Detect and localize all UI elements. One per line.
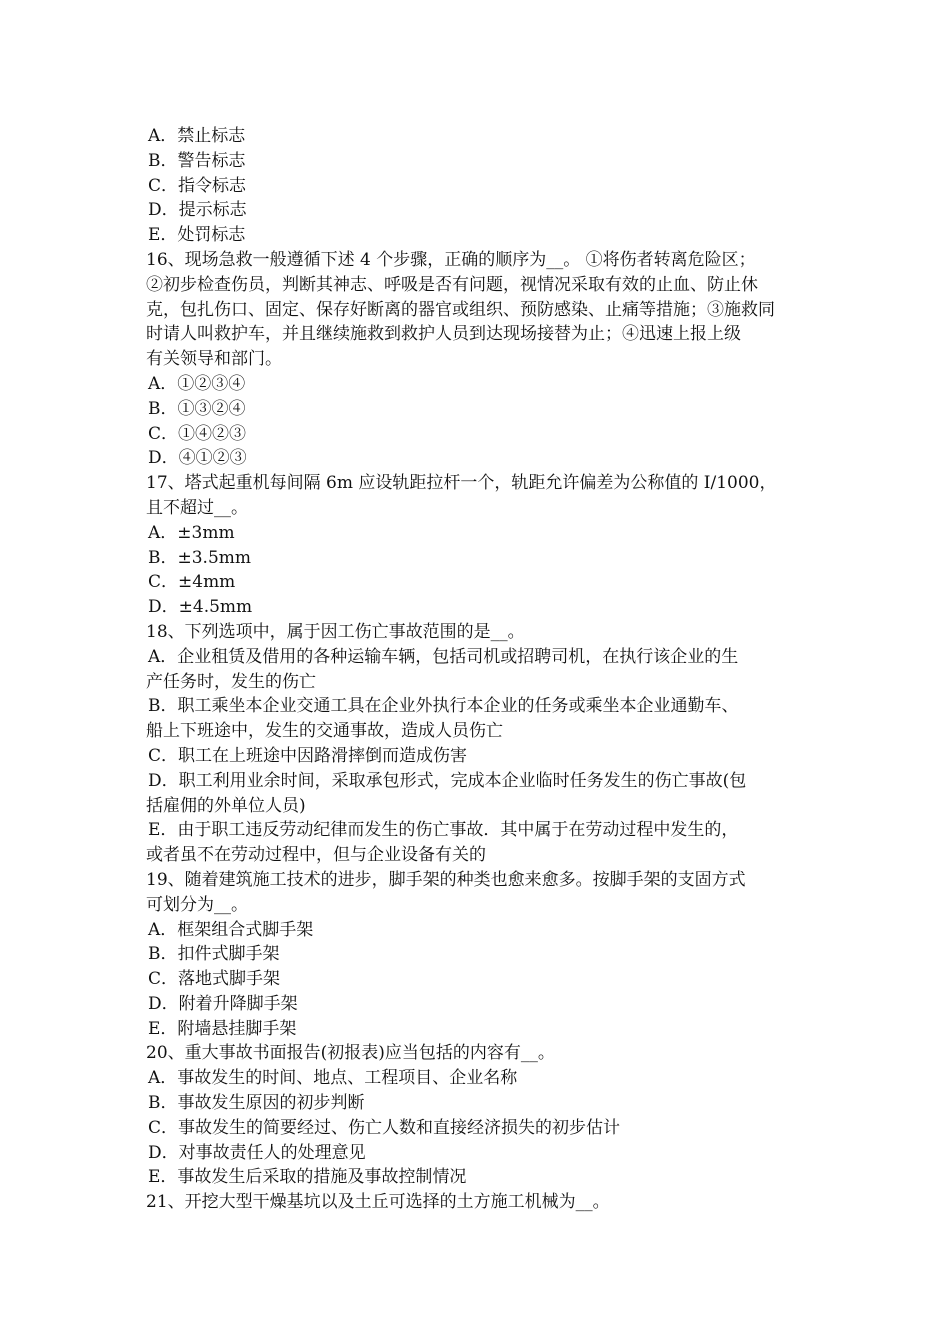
option-a-continued: 产任务时，发生的伤亡 [146, 671, 316, 692]
option-a: A．±3mm [148, 522, 235, 543]
option-b: B．职工乘坐本企业交通工具在企业外执行本企业的任务或乘坐本企业通勤车、 [148, 696, 739, 717]
question-20 [146, 1041, 810, 1190]
question-21 [146, 1190, 810, 1215]
question-17 [146, 471, 810, 620]
question-stem: 16、现场急救一般遵循下述 4 个步骤，正确的顺序为__。 ①将伤者转离危险区； [146, 249, 756, 270]
question-stem: 可划分为__。 [146, 894, 248, 915]
option-a: A．企业租赁及借用的各种运输车辆，包括司机或招聘司机，在执行该企业的生 [148, 646, 739, 667]
option-c: C．职工在上班途中因路滑摔倒而造成伤害 [148, 745, 468, 766]
question-stem: 有关领导和部门。 [146, 349, 282, 370]
document-body [146, 124, 810, 1215]
option-d-continued: 括雇佣的外单位人员) [146, 795, 306, 816]
question-18 [146, 620, 810, 868]
option-b-continued: 船上下班途中，发生的交通事故，造成人员伤亡 [146, 721, 503, 742]
question-19 [146, 868, 810, 1042]
option-d: D．对事故责任人的处理意见 [148, 1142, 366, 1163]
option-b: B．①③②④ [148, 398, 246, 419]
option-d: D．提示标志 [148, 200, 247, 221]
question-stem: 17、塔式起重机每间隔 6m 应设轨距拉杆一个，轨距允许偏差为公称值的 I/1000， [146, 473, 777, 494]
question-stem: 21、开挖大型干燥基坑以及土丘可选择的土方施工机械为__。 [146, 1192, 610, 1213]
option-d: D．附着升降脚手架 [148, 993, 298, 1014]
option-c: C．①④②③ [148, 423, 247, 444]
option-e: E．附墙悬挂脚手架 [148, 1018, 297, 1039]
question-stem: ②初步检查伤员，判断其神志、呼吸是否有问题，视情况采取有效的止血、防止休 [146, 274, 758, 295]
question-stem: 19、随着建筑施工技术的进步，脚手架的种类也愈来愈多。按脚手架的支固方式 [146, 869, 746, 890]
option-e: E．处罚标志 [148, 225, 246, 246]
question-stem: 且不超过__。 [146, 497, 248, 518]
option-e-continued: 或者虽不在劳动过程中，但与企业设备有关的 [146, 845, 486, 866]
option-c: C．落地式脚手架 [148, 969, 281, 990]
question-15-options [146, 124, 810, 248]
question-stem: 克，包扎伤口、固定、保存好断离的器官或组织、预防感染、止痛等措施；③施救同 [146, 299, 775, 320]
option-a: A．事故发生的时间、地点、工程项目、企业名称 [148, 1068, 518, 1089]
question-stem: 20、重大事故书面报告(初报表)应当包括的内容有__。 [146, 1043, 555, 1064]
question-16 [146, 248, 810, 471]
question-stem: 18、下列选项中，属于因工伤亡事故范围的是__。 [146, 621, 525, 642]
option-c: C．事故发生的简要经过、伤亡人数和直接经济损失的初步估计 [148, 1117, 621, 1138]
option-b: B．扣件式脚手架 [148, 944, 280, 965]
question-stem: 时请人叫救护车，并且继续施救到救护人员到达现场接替为止；④迅速上报上级 [146, 324, 741, 345]
option-c: C．±4mm [148, 572, 236, 593]
option-d: D．职工利用业余时间，采取承包形式，完成本企业临时任务发生的伤亡事故(包 [148, 770, 747, 791]
option-b: B．±3.5mm [148, 547, 252, 568]
option-d: D．④①②③ [148, 448, 247, 469]
option-a: A．框架组合式脚手架 [148, 919, 314, 940]
option-e: E．由于职工违反劳动纪律而发生的伤亡事故．其中属于在劳动过程中发生的， [148, 820, 739, 841]
option-b: B．事故发生原因的初步判断 [148, 1093, 365, 1114]
option-d: D．±4.5mm [148, 597, 253, 618]
option-a: A．禁止标志 [148, 126, 246, 146]
option-a: A．①②③④ [148, 373, 246, 394]
option-c: C．指令标志 [148, 175, 247, 196]
option-b: B．警告标志 [148, 150, 246, 171]
option-e: E．事故发生后采取的措施及事故控制情况 [148, 1167, 467, 1188]
